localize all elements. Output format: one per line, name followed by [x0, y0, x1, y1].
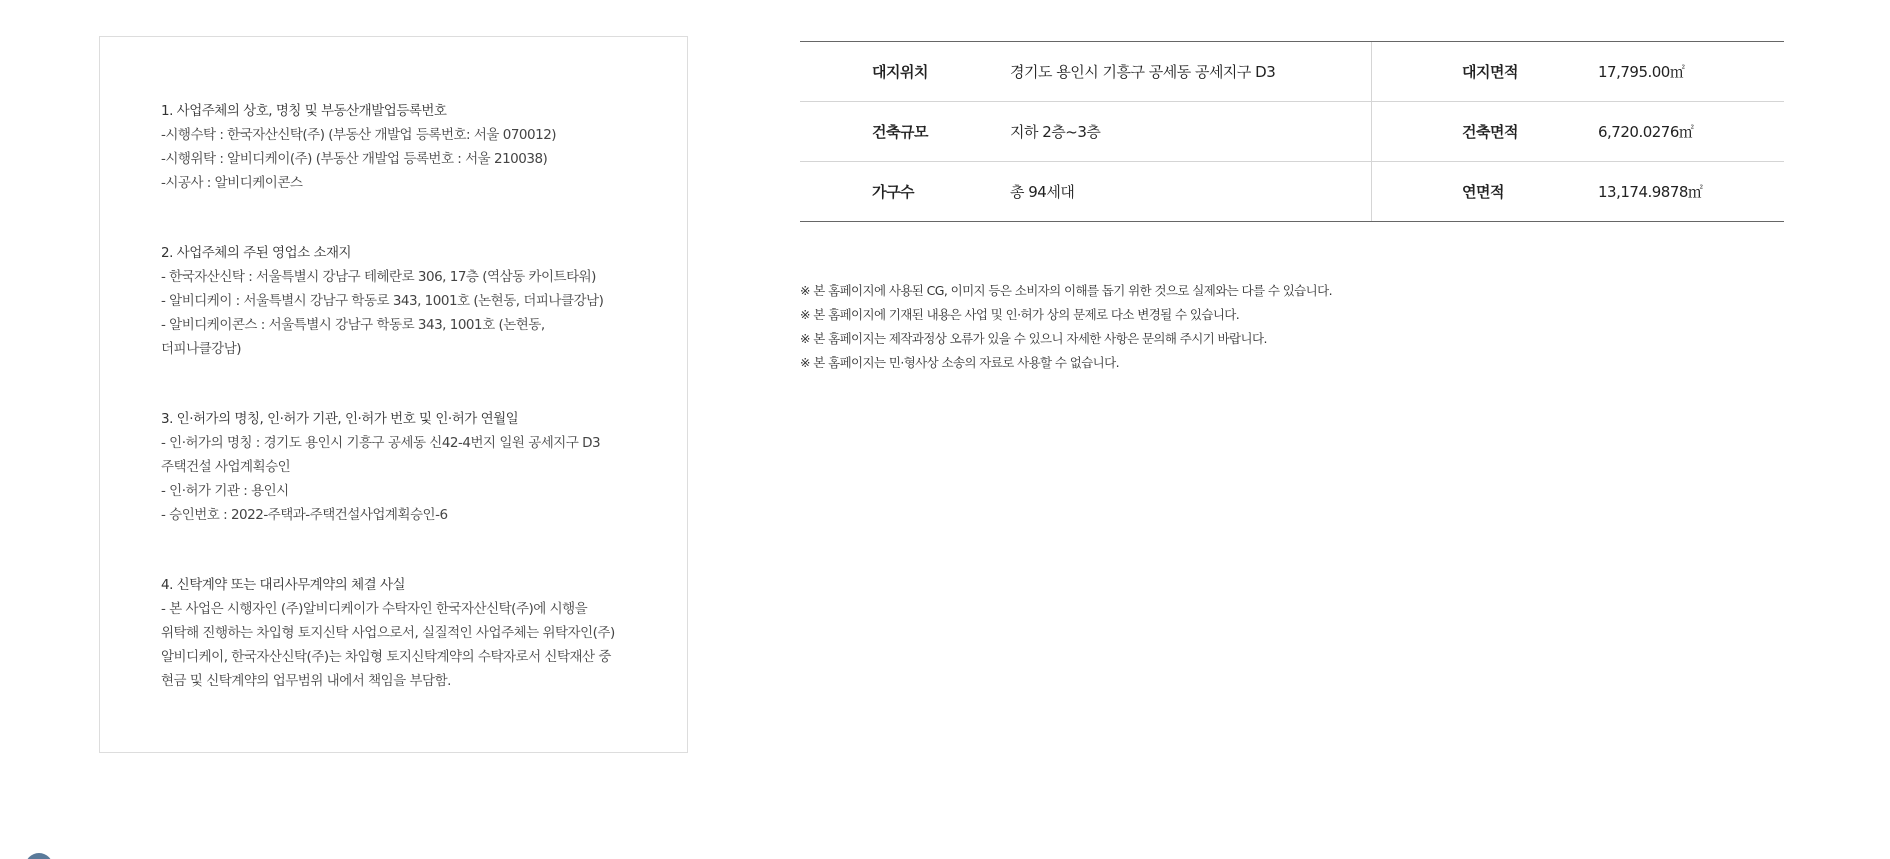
disclaimer-note: ※ 본 홈페이지에 사용된 CG, 이미지 등은 소비자의 이해를 돕기 위한 것으로 실제와는 다를 수 있습니다.: [800, 283, 1332, 298]
info-line: 알비디케이, 한국자산신탁(주)는 차입형 토지신탁계약의 수탁자로서 신탁재산 중: [161, 649, 611, 665]
info-section-1: [161, 99, 627, 195]
building-area-value: 6,720.0276㎡: [1598, 123, 1694, 141]
info-line: -시행수탁 : 한국자산신탁(주) (부동산 개발업 등록번호: 서울 070012): [161, 127, 557, 143]
info-line: - 본 사업은 시행자인 (주)알비디케이가 수탁자인 한국자산신탁(주)에 시행을: [161, 601, 588, 617]
site-area-label: 대지면적: [1462, 63, 1518, 81]
info-line: - 인·허가의 명칭 : 경기도 용인시 기흥구 공세동 신42-4번지 일원 공세지구 D3: [161, 435, 601, 451]
table-row: [800, 162, 1784, 221]
table-row: [800, 42, 1784, 102]
household-count-value: 총 94세대: [1010, 183, 1075, 201]
info-section-title: 3. 인·허가의 명칭, 인·허가 기관, 인·허가 번호 및 인·허가 연월일: [161, 411, 519, 427]
spec-cell-right: [1372, 42, 1784, 101]
info-section-title: 1. 사업주체의 상호, 명칭 및 부동산개발업등록번호: [161, 103, 447, 119]
info-section-4: [161, 573, 627, 693]
total-floor-area-label: 연면적: [1462, 183, 1504, 201]
household-count-label: 가구수: [872, 183, 914, 201]
info-line: - 인·허가 기관 : 용인시: [161, 483, 289, 499]
spec-cell-left: [800, 162, 1372, 221]
info-section-title: 4. 신탁계약 또는 대리사무계약의 체결 사실: [161, 577, 406, 593]
building-area-label: 건축면적: [1462, 123, 1518, 141]
disclaimer-note: ※ 본 홈페이지는 제작과정상 오류가 있을 수 있으니 자세한 사항은 문의해 주시기 바랍니다.: [800, 331, 1267, 346]
table-row: [800, 102, 1784, 162]
total-floor-area-value: 13,174.9878㎡: [1598, 183, 1703, 201]
info-section-3: [161, 407, 627, 527]
circle-icon[interactable]: [25, 853, 53, 859]
info-line: - 알비디케이 : 서울특별시 강남구 학동로 343, 1001호 (논현동, 더피나클강남): [161, 293, 604, 309]
spec-cell-left: [800, 42, 1372, 101]
info-line: 주택건설 사업계획승인: [161, 459, 291, 475]
building-scale-label: 건축규모: [872, 123, 928, 141]
info-line: 현금 및 신탁계약의 업무범위 내에서 책임을 부담함.: [161, 673, 451, 689]
site-location-value: 경기도 용인시 기흥구 공세동 공세지구 D3: [1010, 63, 1276, 81]
site-area-value: 17,795.00㎡: [1598, 63, 1685, 81]
info-section-2: [161, 241, 627, 361]
info-line: -시공사 : 알비디케이콘스: [161, 175, 303, 191]
building-scale-value: 지하 2층~3층: [1010, 123, 1101, 141]
project-spec-table: [800, 41, 1784, 222]
info-line: 위탁해 진행하는 차입형 토지신탁 사업으로서, 실질적인 사업주체는 위탁자인(주): [161, 625, 615, 641]
info-line: - 알비디케이콘스 : 서울특별시 강남구 학동로 343, 1001호 (논현동,: [161, 317, 545, 333]
info-line: -시행위탁 : 알비디케이(주) (부동산 개발업 등록번호 : 서울 210038): [161, 151, 548, 167]
info-line: 더피나클강남): [161, 341, 242, 357]
disclaimer-notes: [800, 279, 1500, 375]
disclaimer-note: ※ 본 홈페이지에 기재된 내용은 사업 및 인·허가 상의 문제로 다소 변경될 수 있습니다.: [800, 307, 1240, 322]
site-location-label: 대지위치: [872, 63, 928, 81]
business-info-box: [99, 36, 688, 753]
info-line: - 승인번호 : 2022-주택과-주택건설사업계획승인-6: [161, 507, 448, 523]
spec-cell-right: [1372, 102, 1784, 161]
info-section-title: 2. 사업주체의 주된 영업소 소재지: [161, 245, 352, 261]
spec-cell-left: [800, 102, 1372, 161]
disclaimer-note: ※ 본 홈페이지는 민·형사상 소송의 자료로 사용할 수 없습니다.: [800, 355, 1120, 370]
info-line: - 한국자산신탁 : 서울특별시 강남구 테헤란로 306, 17층 (역삼동 카이트타워): [161, 269, 596, 285]
spec-cell-right: [1372, 162, 1784, 221]
